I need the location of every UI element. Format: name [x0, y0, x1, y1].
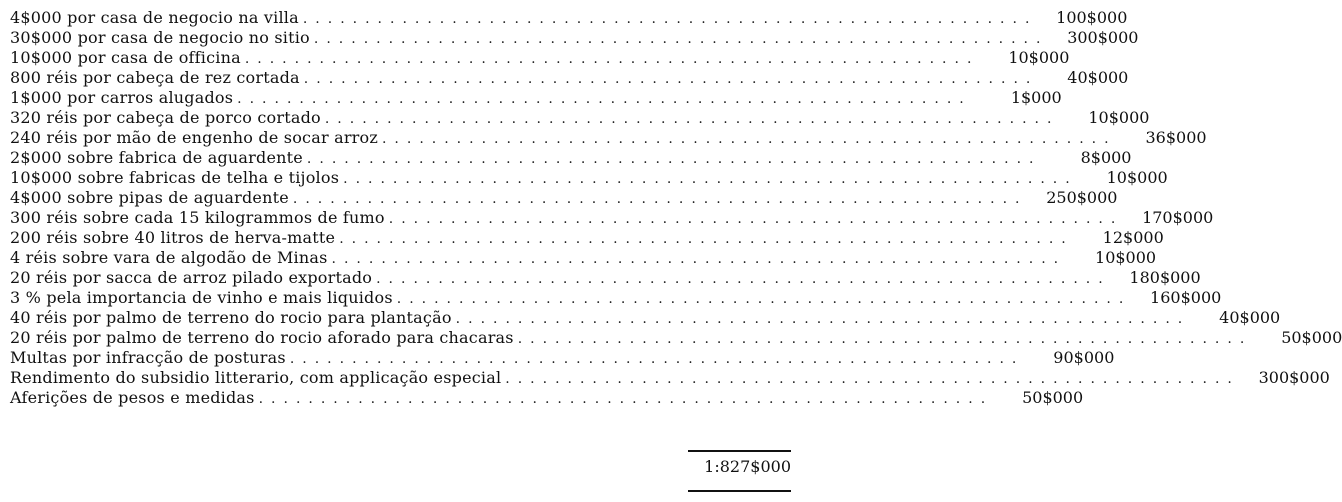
table-row	[10, 388, 1084, 408]
dot-leader: ...........................................................	[313, 31, 1049, 47]
item-amount: 10$000	[1106, 168, 1168, 187]
table-row	[10, 168, 1168, 188]
table-row	[10, 148, 1132, 168]
table-row	[10, 188, 1118, 208]
item-amount: 36$000	[1145, 128, 1207, 147]
item-amount: 300$000	[1258, 368, 1330, 387]
item-description: 4$000 sobre pipas de aguardente	[10, 188, 289, 207]
item-description: 3 % pela importancia de vinho e mais liquidos	[10, 288, 393, 307]
table-row	[10, 348, 1115, 368]
item-description: 320 réis por cabeça de porco cortado	[10, 108, 321, 127]
item-amount: 1$000	[1010, 88, 1062, 107]
dot-leader: ...........................................................	[331, 251, 1067, 267]
total-top-rule	[688, 450, 791, 452]
item-amount: 10$000	[1008, 48, 1070, 67]
dot-leader: ...........................................................	[343, 171, 1078, 187]
table-row	[10, 328, 1342, 348]
item-description: 240 réis por mão de engenho de socar arroz	[10, 128, 378, 147]
item-description: Rendimento do subsidio litterario, com applicação especial	[10, 368, 502, 387]
item-amount: 50$000	[1022, 388, 1084, 407]
item-description: Aferições de pesos e medidas	[10, 388, 255, 407]
item-amount: 180$000	[1129, 268, 1201, 287]
item-amount: 40$000	[1219, 308, 1281, 327]
item-description: 4 réis sobre vara de algodão de Minas	[10, 248, 328, 267]
table-row	[10, 248, 1157, 268]
item-description: 10$000 sobre fabricas de telha e tijolos	[10, 168, 340, 187]
dot-leader: ...........................................................	[302, 11, 1038, 27]
dot-leader: ...........................................................	[237, 91, 972, 107]
item-description: 30$000 por casa de negocio no sitio	[10, 28, 310, 47]
table-row	[10, 368, 1330, 388]
item-amount: 250$000	[1046, 188, 1118, 207]
item-description: 800 réis por cabeça de rez cortada	[10, 68, 300, 87]
item-description: 4$000 por casa de negocio na villa	[10, 8, 299, 27]
item-description: 40 réis por palmo de terreno do rocio para plantação	[10, 308, 452, 327]
dot-leader: ...........................................................	[396, 291, 1132, 307]
item-amount: 10$000	[1095, 248, 1157, 267]
total-bottom-rule	[688, 490, 791, 492]
table-row	[10, 68, 1129, 88]
dot-leader: ...........................................................	[292, 191, 1028, 207]
item-description: 1$000 por carros alugados	[10, 88, 234, 107]
item-amount: 90$000	[1053, 348, 1115, 367]
table-row	[10, 268, 1201, 288]
total-amount: 1:827$000	[704, 457, 791, 476]
dot-leader: ...........................................................	[505, 371, 1240, 387]
table-row	[10, 228, 1164, 248]
table-row	[10, 208, 1214, 228]
table-row	[10, 128, 1207, 148]
dot-leader: ...........................................................	[303, 71, 1039, 87]
table-row	[10, 48, 1070, 68]
item-description: 10$000 por casa de officina	[10, 48, 241, 67]
item-description: 20 réis por sacca de arroz pilado exportado	[10, 268, 373, 287]
item-amount: 160$000	[1150, 288, 1222, 307]
item-amount: 40$000	[1067, 68, 1129, 87]
item-amount: 300$000	[1067, 28, 1139, 47]
dot-leader: ...........................................................	[455, 311, 1191, 327]
item-amount: 8$000	[1080, 148, 1132, 167]
item-description: 300 réis sobre cada 15 kilogrammos de fumo	[10, 208, 385, 227]
dot-leader: ...........................................................	[289, 351, 1025, 367]
dot-leader: ...........................................................	[306, 151, 1042, 167]
table-row	[10, 108, 1150, 128]
dot-leader: ...........................................................	[324, 111, 1060, 127]
table-row	[10, 28, 1139, 48]
table-row	[10, 288, 1222, 308]
dot-leader: ...........................................................	[517, 331, 1253, 347]
dot-leader: ...........................................................	[244, 51, 980, 67]
item-description: Multas por infracção de posturas	[10, 348, 286, 367]
item-amount: 10$000	[1088, 108, 1150, 127]
dot-leader: ...........................................................	[381, 131, 1117, 147]
dot-leader: ...........................................................	[388, 211, 1124, 227]
item-amount: 170$000	[1142, 208, 1214, 227]
dot-leader: ...........................................................	[258, 391, 994, 407]
dot-leader: ...........................................................	[376, 271, 1111, 287]
table-row	[10, 308, 1281, 328]
table-row	[10, 8, 1128, 28]
item-description: 20 réis por palmo de terreno do rocio aforado para chacaras	[10, 328, 514, 347]
item-description: 2$000 sobre fabrica de aguardente	[10, 148, 303, 167]
dot-leader: ...........................................................	[339, 231, 1074, 247]
item-amount: 50$000	[1281, 328, 1342, 347]
table-row	[10, 88, 1062, 108]
item-amount: 12$000	[1102, 228, 1164, 247]
item-amount: 100$000	[1056, 8, 1128, 27]
item-description: 200 réis sobre 40 litros de herva-matte	[10, 228, 336, 247]
